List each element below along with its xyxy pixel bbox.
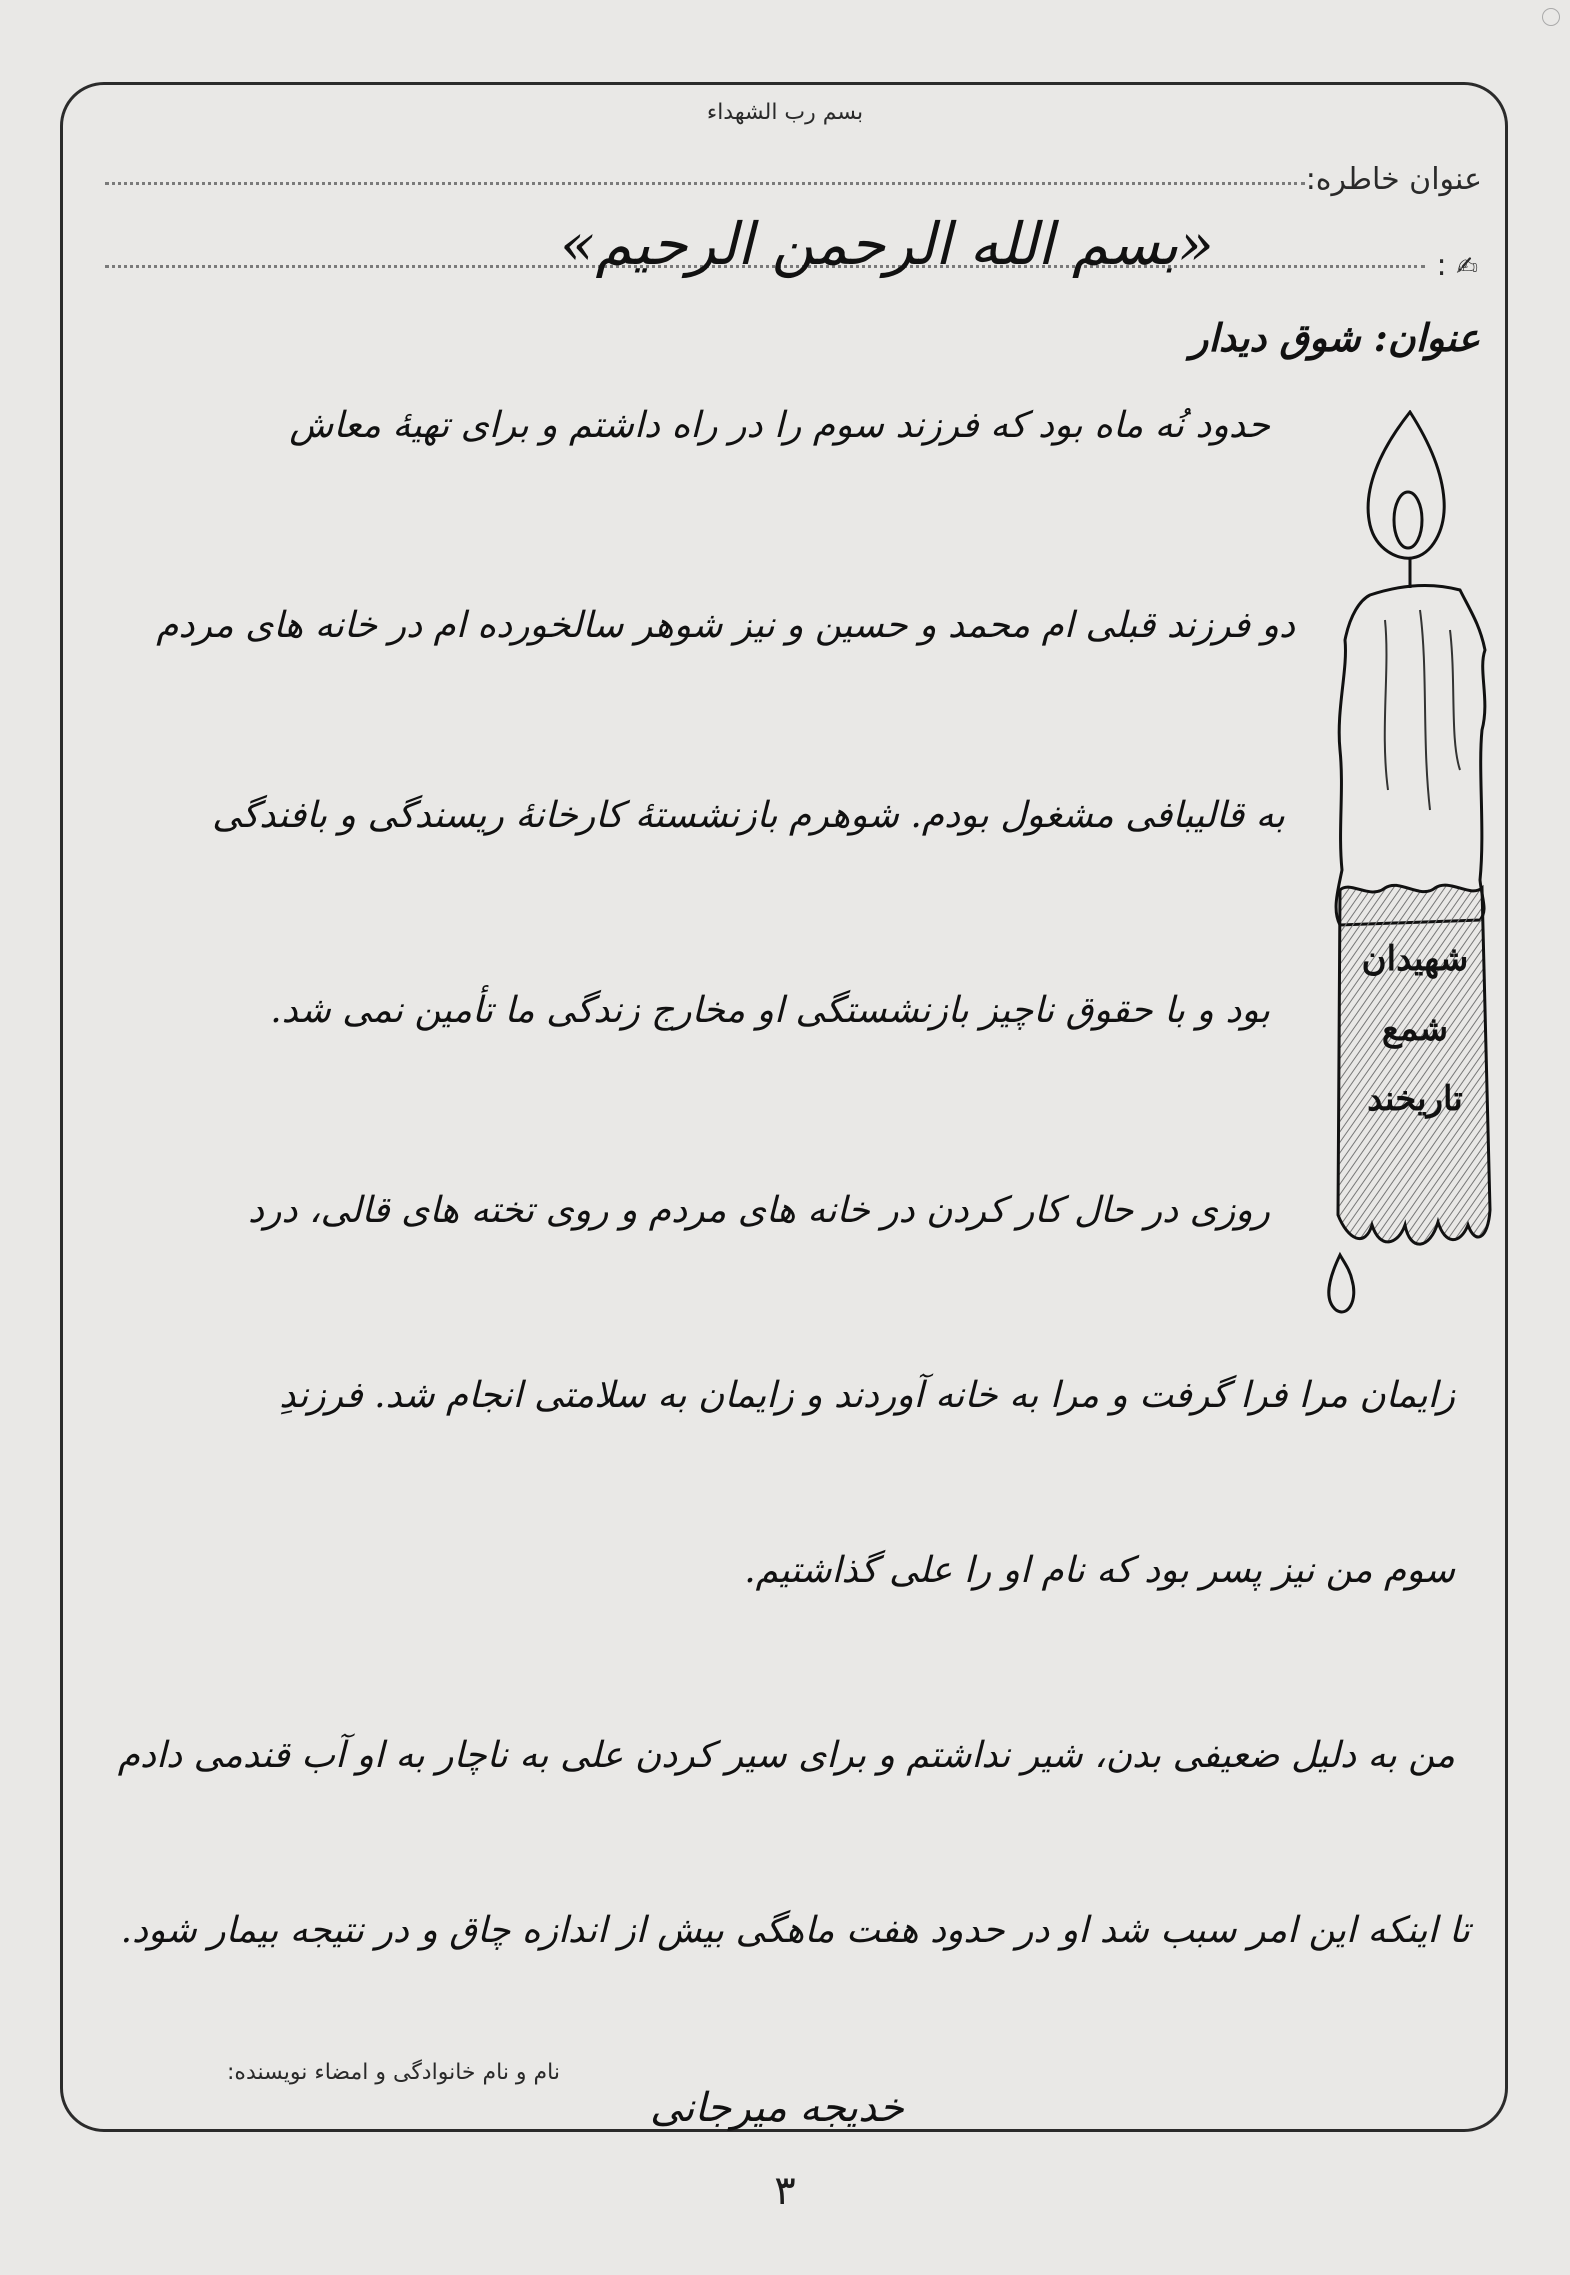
story-line-2: دو فرزند قبلی ام محمد و حسین و نیز شوهر سالخورده ام در خانه های مردم	[156, 605, 1295, 646]
pen-label	[1437, 248, 1478, 283]
candle-flame-core	[1394, 492, 1422, 548]
story-line-9: تا اینکه این امر سبب شد او در حدود هفت ماهگی بیش از اندازه چاق و در نتیجه بیمار شود.	[120, 1910, 1470, 1951]
pen-label-colon: :	[1436, 248, 1447, 283]
candle-flame	[1368, 412, 1444, 558]
candle-text-2: شمع	[1381, 1009, 1449, 1049]
pen-icon: ✍	[1456, 252, 1478, 282]
page-number: ۳	[774, 2168, 796, 2214]
candle-drop	[1329, 1255, 1354, 1312]
page-frame	[60, 82, 1508, 2132]
story-line-1: حدود نُه ماه بود که فرزند سوم را در راه داشتم و برای تهیهٔ معاش	[289, 405, 1270, 446]
story-line-7: سوم من نیز پسر بود که نام او را علی گذاشتیم.	[744, 1550, 1455, 1591]
candle-drip-lines	[1385, 610, 1460, 810]
author-signature-label: نام و نام خانوادگی و امضاء نویسنده:	[227, 2060, 560, 2085]
story-title: عنوان: شوق دیدار	[1189, 315, 1480, 360]
candle-drawing	[1310, 410, 1510, 1320]
basmala: «بسم الله الرحمن الرحیم»	[560, 210, 1214, 278]
hole-punch-mark	[1542, 8, 1560, 26]
candle-text-3: تاریخند	[1367, 1079, 1463, 1119]
candle-wax-top	[1336, 585, 1485, 925]
story-line-3: به قالیبافی مشغول بودم. شوهرم بازنشستهٔ کارخانهٔ ریسندگی و بافندگی	[212, 795, 1285, 836]
author-signature: خدیجه میرجانی	[650, 2085, 904, 2131]
page-header: بسم رب الشهداء	[706, 100, 864, 125]
story-line-5: روزی در حال کار کردن در خانه های مردم و روی تخته های قالی، درد	[248, 1190, 1270, 1231]
memory-title-label: عنوان خاطره:	[1305, 162, 1482, 197]
story-line-6: زایمان مرا فرا گرفت و مرا به خانه آوردند و زایمان به سلامتی انجام شد. فرزندِ	[279, 1375, 1455, 1416]
story-line-4: بود و با حقوق ناچیز بازنشستگی او مخارج زندگی ما تأمین نمی شد.	[270, 990, 1270, 1031]
candle-text-1: شهیدان	[1361, 939, 1469, 979]
title-dotted-line	[105, 182, 1305, 185]
story-line-8: من به دلیل ضعیفی بدن، شیر نداشتم و برای سیر کردن علی به ناچار به او آب قندمی دادم	[117, 1735, 1455, 1776]
